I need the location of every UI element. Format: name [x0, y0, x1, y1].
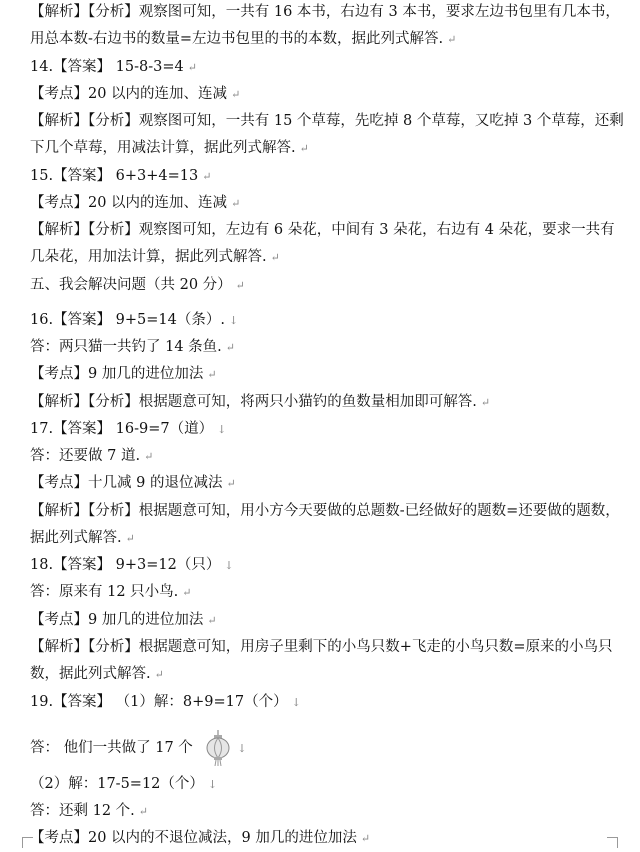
- line-text: 答：原来有 12 只小鸟.: [30, 584, 179, 600]
- paragraph-mark: ↵: [187, 61, 197, 74]
- paragraph-mark: ↵: [226, 477, 236, 490]
- paragraph-mark: ↵: [235, 279, 245, 292]
- paragraph-mark: ↓: [207, 778, 218, 791]
- line-text: 数，据此列式解答.: [30, 666, 151, 682]
- text-line: [30, 526, 618, 550]
- text-line: [30, 245, 618, 269]
- paragraph-mark: ↵: [447, 33, 457, 46]
- line-text: 几朵花，用加法计算，据此列式解答.: [30, 249, 267, 265]
- text-line: [30, 136, 618, 160]
- paragraph-mark: ↵: [138, 805, 148, 818]
- text-line: [30, 164, 618, 188]
- line-text: 【解析】【分析】观察图可知，一共有 15 个草莓，先吃掉 8 个草莓，又吃掉 3 个草莓，还剩: [30, 113, 624, 129]
- lantern-icon: [203, 730, 233, 766]
- text-line: [30, 608, 618, 632]
- text-line: [30, 191, 618, 215]
- text-line: [30, 109, 624, 133]
- line-text: 【考点】9 加几的进位加法: [30, 612, 204, 628]
- line-text: 【解析】【分析】观察图可知，左边有 6 朵花，中间有 3 朵花，右边有 4 朵花，要求一共有: [30, 222, 615, 238]
- text-line: [30, 27, 618, 51]
- line-text: 答：还剩 12 个.: [30, 803, 135, 819]
- text-line: [30, 417, 618, 441]
- line-text: 17.【答案】 16-9=7（道）: [30, 421, 214, 437]
- line-text: 【考点】20 以内的连加、连减: [30, 86, 228, 102]
- line-text: 【考点】十几减 9 的退位减法: [30, 475, 223, 491]
- text-line: [30, 553, 618, 577]
- page-corner-mark: [22, 837, 33, 848]
- line-text: 【考点】20 以内的连加、连减: [30, 195, 228, 211]
- paragraph-mark: ↓: [217, 423, 227, 436]
- paragraph-mark: ↵: [202, 170, 212, 183]
- paragraph-mark: ↵: [225, 341, 235, 354]
- text-line: [30, 635, 618, 659]
- text-line: [30, 308, 618, 332]
- text-line: [30, 390, 618, 414]
- paragraph-mark: ↵: [360, 832, 371, 845]
- line-text: 【解析】【分析】根据题意可知，用房子里剩下的小鸟只数+飞走的小鸟只数=原来的小鸟只: [30, 639, 613, 655]
- paragraph-mark: ↵: [231, 197, 241, 210]
- text-line: [30, 580, 618, 604]
- text-line: [30, 471, 618, 495]
- text-line: [30, 362, 618, 386]
- line-text: 【解析】【分析】观察图可知，一共有 16 本书，右边有 3 本书，要求左边书包里有几本书，: [30, 4, 620, 20]
- paragraph-mark: ↵: [480, 396, 491, 409]
- text-line: [30, 218, 618, 242]
- text-line: [30, 730, 618, 754]
- paragraph-mark: ↓: [224, 559, 234, 572]
- paragraph-mark: ↵: [299, 142, 309, 155]
- paragraph-mark: ↵: [270, 251, 280, 264]
- line-text: 用总本数-右边书的数量=左边书包里的书的本数，据此列式解答.: [30, 31, 444, 47]
- paragraph-mark: ↓: [237, 742, 247, 755]
- line-text: （2）解：17-5=12（个）: [30, 776, 204, 792]
- paragraph-mark: ↵: [231, 88, 241, 101]
- text-line: [30, 499, 618, 523]
- text-line: [30, 772, 618, 796]
- paragraph-mark: ↵: [154, 668, 164, 681]
- line-text: 【考点】20 以内的不退位减法，9 加几的进位加法: [30, 830, 357, 846]
- line-text: 16.【答案】 9+5=14（条）.: [30, 312, 225, 328]
- paragraph-mark: ↵: [207, 368, 217, 381]
- line-text: 15.【答案】 6+3+4=13: [30, 168, 199, 184]
- line-text: 18.【答案】 9+3=12（只）: [30, 557, 221, 573]
- paragraph-mark: ↓: [291, 696, 301, 709]
- text-line: [30, 444, 618, 468]
- page-corner-mark: [607, 837, 618, 848]
- line-text: 14.【答案】 15-8-3=4: [30, 59, 184, 75]
- text-line: [30, 82, 618, 106]
- line-text: 答： 他们一共做了 17 个: [30, 740, 193, 756]
- line-text: 答：两只猫一共钓了 14 条鱼.: [30, 339, 222, 355]
- section-heading: [30, 273, 618, 297]
- paragraph-mark: ↵: [144, 450, 154, 463]
- line-text: 下几个草莓，用减法计算，据此列式解答.: [30, 140, 296, 156]
- line-text: 据此列式解答.: [30, 530, 122, 546]
- text-line: [30, 0, 618, 24]
- line-text: 19.【答案】 （1）解：8+9=17（个）: [30, 694, 288, 710]
- paragraph-mark: ↵: [207, 614, 217, 627]
- text-line: [30, 55, 618, 79]
- text-line: [30, 690, 618, 714]
- paragraph-mark: ↵: [125, 532, 135, 545]
- text-line: [30, 799, 618, 823]
- line-text: 五、我会解决问题（共 20 分）: [30, 277, 232, 293]
- paragraph-mark: ↓: [228, 314, 239, 327]
- text-line: [30, 662, 618, 686]
- line-text: 【解析】【分析】根据题意可知，将两只小猫钓的鱼数量相加即可解答.: [30, 394, 477, 410]
- text-line: [30, 826, 618, 850]
- paragraph-mark: ↵: [182, 586, 192, 599]
- line-text: 【考点】9 加几的进位加法: [30, 366, 204, 382]
- line-text: 答：还要做 7 道.: [30, 448, 141, 464]
- text-line: [30, 335, 618, 359]
- line-text: 【解析】【分析】根据题意可知，用小方今天要做的总题数-已经做好的题数=还要做的题数，: [30, 503, 620, 519]
